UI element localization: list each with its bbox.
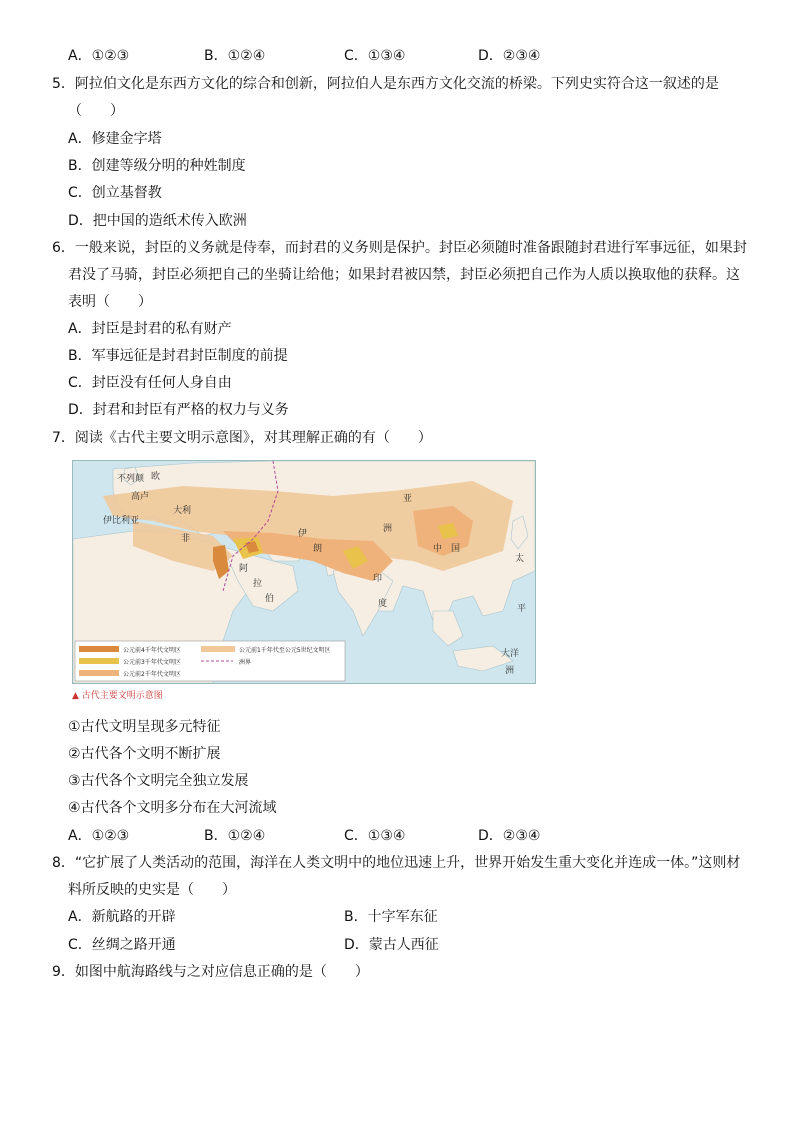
q7-statement-3: ③古代各个文明完全独立发展 [68, 773, 249, 789]
q7-statement-2: ②古代各个文明不断扩展 [68, 746, 221, 762]
q8-stem-line2: 料所反映的史实是（ ） [68, 882, 236, 898]
map-label-arabia1: 阿 [239, 564, 249, 574]
legend-swatch-4k [79, 646, 119, 652]
map-label-gaul: 高卢 [131, 492, 150, 502]
q8-option-b: B．十字军东征 [344, 909, 438, 925]
map-label-arabia3: 伯 [265, 594, 275, 604]
map-label-iran: 伊 [298, 529, 308, 539]
q7-stem: 7．阅读《古代主要文明示意图》，对其理解正确的有（ ） [52, 430, 432, 446]
map-label-oceania2: 洲 [505, 666, 515, 676]
q6-stem-line3: 表明（ ） [68, 294, 152, 310]
map-label-pacific: 太 [515, 554, 525, 564]
q5-option-a: A．修建金字塔 [68, 131, 162, 147]
map-label-arabia2: 拉 [253, 579, 263, 589]
map-label-africa: 非 [181, 534, 191, 544]
map-label-oceania: 大洋 [501, 649, 520, 659]
q7-statement-4: ④古代各个文明多分布在大河流域 [68, 800, 277, 816]
q7-option-c: C．①③④ [344, 828, 406, 844]
q6-option-c: C．封臣没有任何人身自由 [68, 375, 232, 391]
q8-option-a: A．新航路的开辟 [68, 909, 176, 925]
q5-option-c: C．创立基督教 [68, 185, 162, 201]
legend-label-1k: 公元前1千年代至公元5世纪文明区 [239, 647, 331, 654]
legend-label-2k: 公元前2千年代文明区 [123, 671, 181, 678]
q5-stem-line2: （ ） [68, 103, 124, 119]
map-label-china: 中 国 [433, 544, 461, 554]
map-label-iberia: 伊比利亚 [103, 516, 140, 526]
legend-swatch-2k [79, 670, 119, 676]
map-svg [73, 461, 535, 683]
q5-option-b: B．创建等级分明的种姓制度 [68, 158, 246, 174]
q7-statement-1: ①古代文明呈现多元特征 [68, 719, 221, 735]
q8-option-d: D．蒙古人西征 [344, 937, 439, 953]
map-caption: ▲ 古代主要文明示意图 [72, 691, 163, 701]
map-label-italy: 大利 [173, 506, 192, 516]
map-label-europe: 欧 [151, 472, 161, 482]
legend-label-border: 洲界 [239, 659, 252, 666]
legend-swatch-1k [201, 646, 235, 652]
map-label-asia2: 洲 [383, 524, 393, 534]
q4-option-b: B．①②④ [204, 48, 266, 64]
legend-swatch-3k [79, 658, 119, 664]
map-label-pacific2: 平 [517, 604, 527, 614]
q8-option-c: C．丝绸之路开通 [68, 937, 176, 953]
q4-option-c: C．①③④ [344, 48, 406, 64]
map-label-britain: 不列颠 [117, 474, 145, 484]
map-label-asia: 亚 [403, 494, 413, 504]
ancient-civilizations-map [72, 460, 536, 684]
q6-option-d: D．封君和封臣有严格的权力与义务 [68, 402, 289, 418]
q7-option-b: B．①②④ [204, 828, 266, 844]
q4-option-d: D．②③④ [478, 48, 541, 64]
legend-label-4k: 公元前4千年代文明区 [123, 647, 181, 654]
q6-stem-line1: 6．一般来说，封臣的义务就是侍奉，而封君的义务则是保护。封臣必须随时准备跟随封君进行军事远征，如果封 [52, 240, 747, 256]
q6-stem-line2: 君没了马骑，封臣必须把自己的坐骑让给他；如果封君被囚禁，封臣必须把自己作为人质以换取他的获释。这 [68, 267, 740, 283]
q8-stem-line1: 8．“它扩展了人类活动的范围，海洋在人类文明中的地位迅速上升，世界开始发生重大变化并连成一体。”这则材 [52, 855, 741, 871]
map-label-iran2: 朗 [313, 544, 323, 554]
q7-option-d: D．②③④ [478, 828, 541, 844]
q5-stem-line1: 5．阿拉伯文化是东西方文化的综合和创新，阿拉伯人是东西方文化交流的桥梁。下列史实符合这一叙述的是 [52, 76, 719, 92]
q6-option-a: A．封臣是封君的私有财产 [68, 321, 232, 337]
q6-option-b: B．军事远征是封君封臣制度的前提 [68, 348, 288, 364]
q4-option-a: A．①②③ [68, 48, 130, 64]
legend-label-3k: 公元前3千年代文明区 [123, 659, 181, 666]
map-label-india: 印 [373, 574, 383, 584]
q7-option-a: A．①②③ [68, 828, 130, 844]
q5-option-d: D．把中国的造纸术传入欧洲 [68, 213, 247, 229]
q9-stem: 9．如图中航海路线与之对应信息正确的是（ ） [52, 964, 369, 980]
map-label-india2: 度 [378, 599, 388, 609]
